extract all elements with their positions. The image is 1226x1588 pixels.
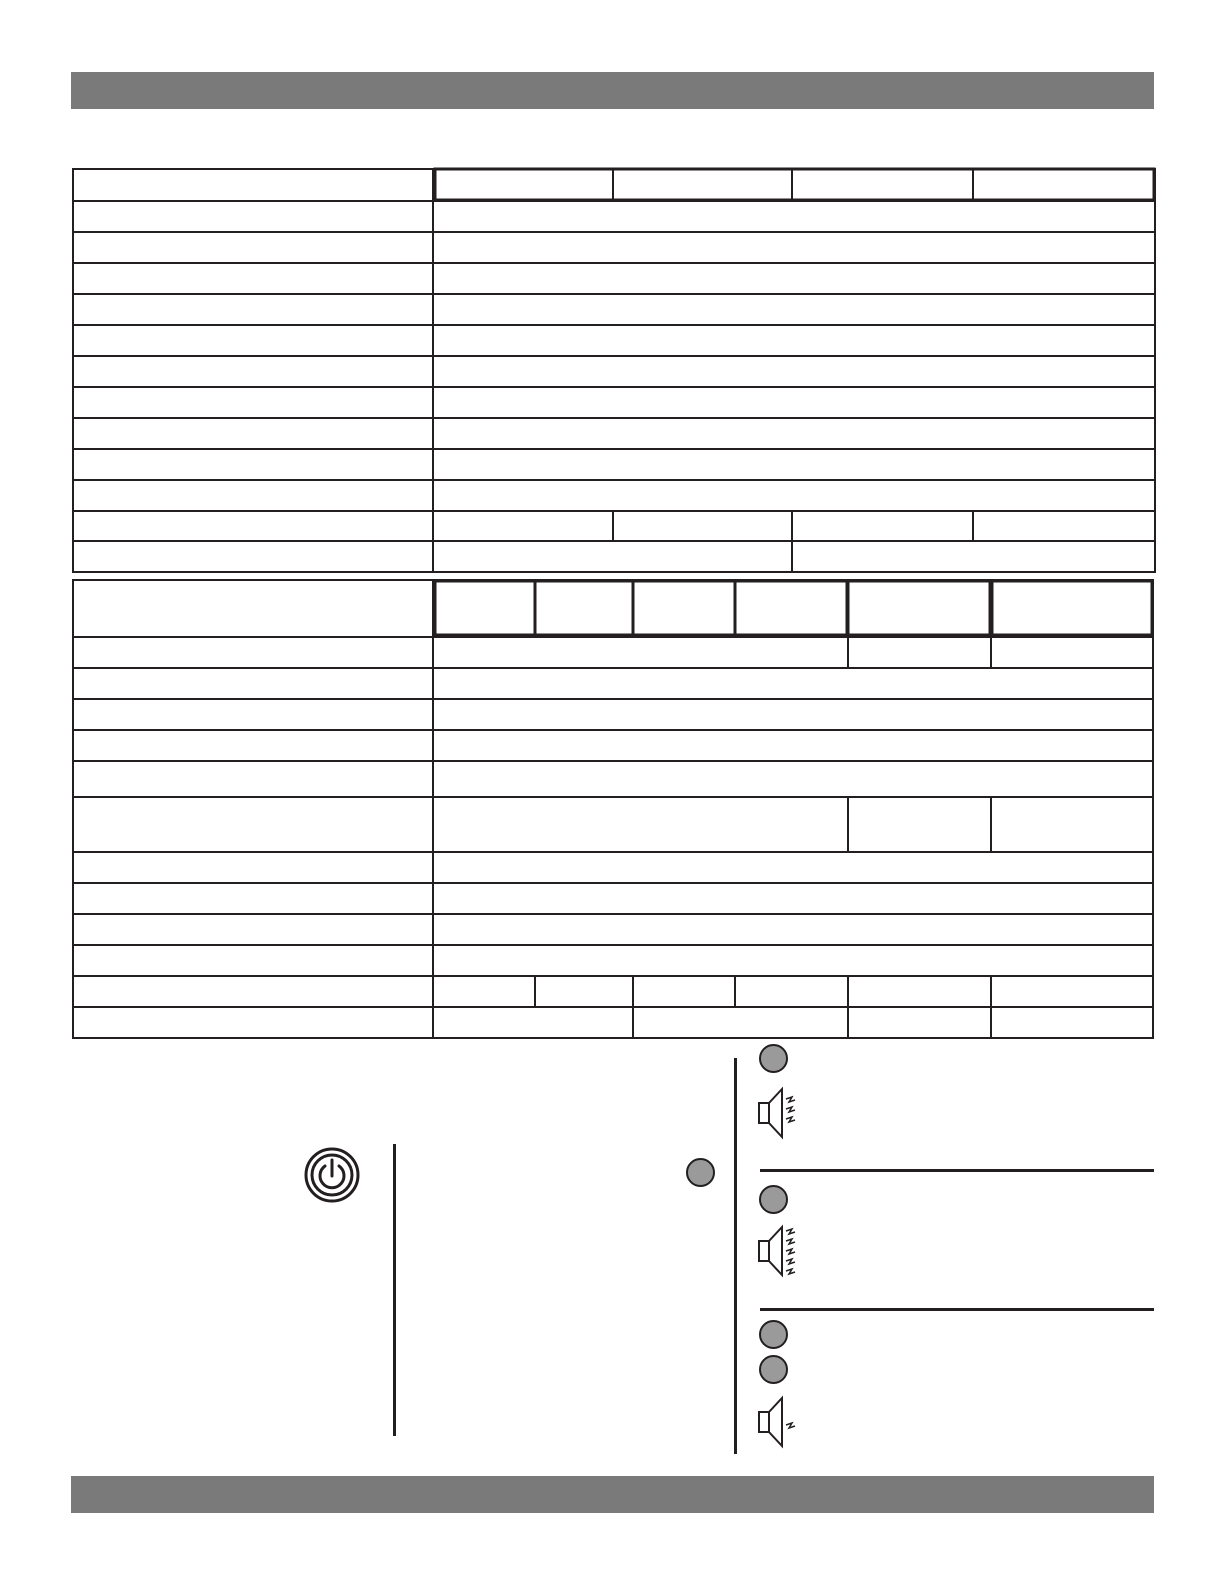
spec-table-1-model-header xyxy=(435,169,1154,200)
power-icon xyxy=(303,1146,361,1204)
spec-table-2 xyxy=(73,580,1153,1038)
speaker-icon xyxy=(758,1398,818,1458)
spec-table-1 xyxy=(73,169,1155,572)
speaker-icon xyxy=(758,1227,818,1297)
legend-separator-1 xyxy=(760,1169,1154,1172)
spec-table-2-model-header xyxy=(435,581,1152,635)
indicator-dot-group-2 xyxy=(759,1185,788,1214)
indicator-dot-group-3b xyxy=(759,1355,788,1384)
indicator-dot xyxy=(686,1158,715,1187)
indicator-dot-group-1 xyxy=(759,1044,788,1073)
legend-separator-2 xyxy=(760,1308,1154,1311)
indicator-dot-group-3a xyxy=(759,1320,788,1349)
speaker-icon xyxy=(758,1089,818,1149)
section-divider-left xyxy=(393,1144,396,1436)
section-divider-right xyxy=(734,1058,737,1454)
